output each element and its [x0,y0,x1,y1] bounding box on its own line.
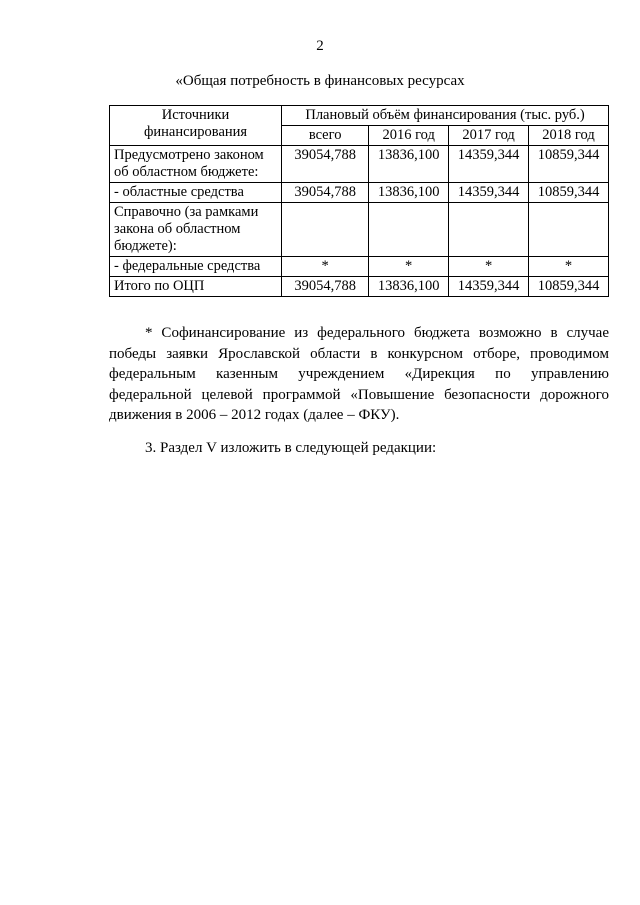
cell-value: 10859,344 [529,183,609,203]
cell-value [529,203,609,257]
cell-value [282,203,369,257]
cell-value [369,203,449,257]
cell-value [449,203,529,257]
cell-value: * [449,257,529,277]
cell-value: 39054,788 [282,183,369,203]
cell-value: 39054,788 [282,146,369,183]
col-header-2016: 2016 год [369,126,449,146]
row-label: Справочно (за рамками закона об областном бюджете): [110,203,282,257]
source-header-line1: Источники [161,107,230,123]
cell-value: * [369,257,449,277]
cell-value: 13836,100 [369,183,449,203]
cell-value: 14359,344 [449,146,529,183]
col-header-total: всего [282,126,369,146]
cell-value: 10859,344 [529,277,609,297]
cell-value: * [282,257,369,277]
row-label: - федеральные средства [110,257,282,277]
table-row [110,277,609,297]
source-header [110,106,282,146]
cell-value: 14359,344 [449,183,529,203]
section-3-instruction: 3. Раздел V изложить в следующей редакции: [145,440,437,456]
plan-header: Плановый объём финансирования (тыс. руб.) [282,106,609,126]
footnote: * Софинансирование из федерального бюджета возможно в случае победы заявки Ярославской области в конкурсном отборе, проводимом федеральным казенным учреждением «Дирекция по управлению федеральной целевой программой «Повышение безопасности дорожного движения в 2006 – 2012 годах (далее – ФКУ). [109,325,609,423]
financing-table [109,105,609,297]
cell-value: 39054,788 [282,277,369,297]
row-label: Предусмотрено законом об областном бюджете: [110,146,282,183]
source-header-line2: финансирования [144,124,248,140]
row-label: - областные средства [110,183,282,203]
section-heading: «Общая потребность в финансовых ресурсах [175,73,465,89]
page-number: 2 [316,38,324,54]
table-row [110,203,609,257]
row-label: Итого по ОЦП [110,277,282,297]
cell-value: * [529,257,609,277]
cell-value: 10859,344 [529,146,609,183]
col-header-2018: 2018 год [529,126,609,146]
table-row [110,183,609,203]
cell-value: 13836,100 [369,277,449,297]
table-row [110,146,609,183]
col-header-2017: 2017 год [449,126,529,146]
cell-value: 14359,344 [449,277,529,297]
table-row [110,257,609,277]
table-header-row [110,106,609,126]
cell-value: 13836,100 [369,146,449,183]
